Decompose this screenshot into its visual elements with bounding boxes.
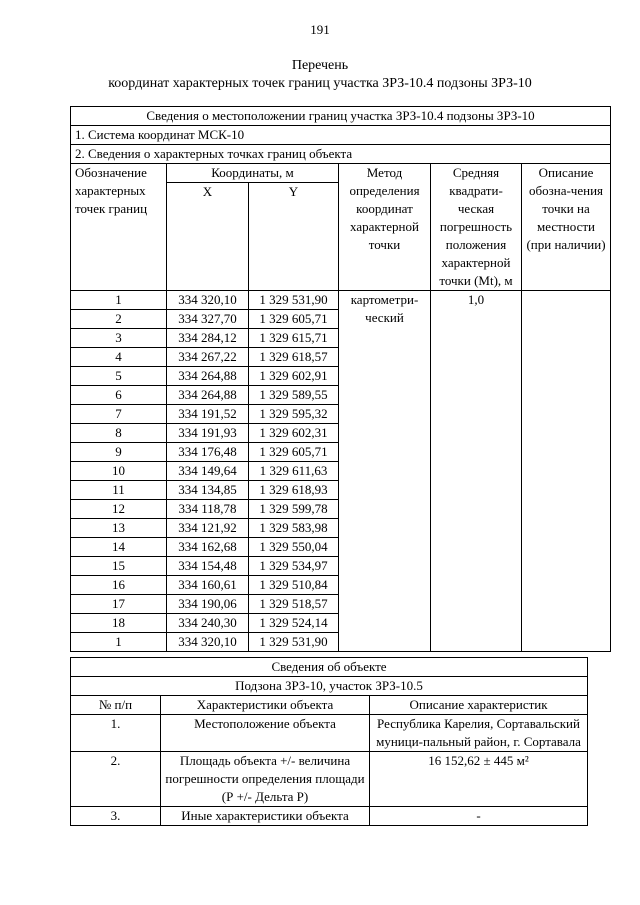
col-error-header: Средняя квадрати-ческая погрешность положения характерной точки (Mt), м	[431, 164, 522, 291]
coord-y: 1 329 534,97	[249, 557, 339, 576]
coord-y: 1 329 531,90	[249, 291, 339, 310]
point-number: 8	[71, 424, 167, 443]
coord-x: 334 190,06	[167, 595, 249, 614]
coord-y: 1 329 618,93	[249, 481, 339, 500]
method-cell: картометри-ческий	[339, 291, 431, 652]
title-line-1: Перечень	[291, 58, 349, 73]
coordinates-table	[70, 106, 611, 652]
point-number: 4	[71, 348, 167, 367]
characteristic-name: Иные характеристики объекта	[161, 807, 370, 826]
coord-x: 334 327,70	[167, 310, 249, 329]
coord-x: 334 134,85	[167, 481, 249, 500]
row-number: 1.	[71, 715, 161, 752]
coord-y: 1 329 595,32	[249, 405, 339, 424]
coord-x: 334 162,68	[167, 538, 249, 557]
coord-y: 1 329 599,78	[249, 500, 339, 519]
row-number: 3.	[71, 807, 161, 826]
coord-y: 1 329 611,63	[249, 462, 339, 481]
point-number: 9	[71, 443, 167, 462]
characteristic-description: 16 152,62 ± 445 м²	[370, 752, 588, 807]
col-desc-header: Описание характеристик	[370, 696, 588, 715]
coord-y: 1 329 524,14	[249, 614, 339, 633]
coordinate-system-row: 1. Система координат МСК-10	[71, 126, 611, 145]
description-cell	[522, 291, 611, 652]
coord-x: 334 154,48	[167, 557, 249, 576]
point-number: 1	[71, 633, 167, 652]
info-table-subheader: Подзона ЗРЗ-10, участок ЗРЗ-10.5	[71, 677, 588, 696]
coord-x: 334 191,52	[167, 405, 249, 424]
point-number: 13	[71, 519, 167, 538]
point-number: 15	[71, 557, 167, 576]
point-number: 5	[71, 367, 167, 386]
title-line-2: координат характерных точек границ участка ЗРЗ-10.4 подзоны ЗРЗ-10	[108, 76, 532, 91]
table-row	[71, 715, 588, 752]
point-number: 10	[71, 462, 167, 481]
coord-y: 1 329 550,04	[249, 538, 339, 557]
coord-y: 1 329 602,91	[249, 367, 339, 386]
point-number: 6	[71, 386, 167, 405]
point-number: 7	[71, 405, 167, 424]
coord-x: 334 149,64	[167, 462, 249, 481]
coord-y: 1 329 518,57	[249, 595, 339, 614]
coord-y: 1 329 615,71	[249, 329, 339, 348]
section-row: 2. Сведения о характерных точках границ объекта	[71, 145, 611, 164]
coord-x: 334 320,10	[167, 291, 249, 310]
col-char-header: Характеристики объекта	[161, 696, 370, 715]
point-number: 12	[71, 500, 167, 519]
point-number: 1	[71, 291, 167, 310]
col-num-header: № п/п	[71, 696, 161, 715]
coord-x: 334 160,61	[167, 576, 249, 595]
coord-x: 334 284,12	[167, 329, 249, 348]
table-row	[71, 807, 588, 826]
characteristic-description: -	[370, 807, 588, 826]
characteristic-name: Площадь объекта +/- величина погрешности определения площади (Р +/- Дельта Р)	[161, 752, 370, 807]
coords-table-header: Сведения о местоположении границ участка ЗРЗ-10.4 подзоны ЗРЗ-10	[71, 107, 611, 126]
point-number: 14	[71, 538, 167, 557]
coord-x: 334 267,22	[167, 348, 249, 367]
col-y-header: Y	[249, 183, 339, 291]
info-table-header: Сведения об объекте	[71, 658, 588, 677]
coord-x: 334 320,10	[167, 633, 249, 652]
coord-x: 334 121,92	[167, 519, 249, 538]
object-info-table	[70, 657, 588, 826]
table-row	[71, 752, 588, 807]
page-number: 191	[310, 22, 330, 37]
row-number: 2.	[71, 752, 161, 807]
point-number: 16	[71, 576, 167, 595]
point-number: 11	[71, 481, 167, 500]
point-number: 18	[71, 614, 167, 633]
document-title	[0, 57, 640, 93]
coord-y: 1 329 531,90	[249, 633, 339, 652]
point-number: 17	[71, 595, 167, 614]
coord-x: 334 240,30	[167, 614, 249, 633]
coord-y: 1 329 583,98	[249, 519, 339, 538]
coord-y: 1 329 589,55	[249, 386, 339, 405]
table-row	[71, 291, 611, 310]
col-point-header: Обозначение характерных точек границ	[71, 164, 167, 291]
error-cell: 1,0	[431, 291, 522, 652]
col-coords-header: Координаты, м	[167, 164, 339, 183]
point-number: 2	[71, 310, 167, 329]
coord-x: 334 118,78	[167, 500, 249, 519]
characteristic-description: Республика Карелия, Сортавальский муници-пальный район, г. Сортавала	[370, 715, 588, 752]
characteristic-name: Местоположение объекта	[161, 715, 370, 752]
coord-y: 1 329 602,31	[249, 424, 339, 443]
coord-x: 334 176,48	[167, 443, 249, 462]
coord-x: 334 264,88	[167, 386, 249, 405]
coord-x: 334 191,93	[167, 424, 249, 443]
coord-x: 334 264,88	[167, 367, 249, 386]
coord-y: 1 329 605,71	[249, 310, 339, 329]
point-number: 3	[71, 329, 167, 348]
coord-y: 1 329 510,84	[249, 576, 339, 595]
col-method-header: Метод определения координат характерной точки	[339, 164, 431, 291]
coord-y: 1 329 605,71	[249, 443, 339, 462]
col-x-header: X	[167, 183, 249, 291]
col-desc-header: Описание обозна-чения точки на местности (при наличии)	[522, 164, 611, 291]
coord-y: 1 329 618,57	[249, 348, 339, 367]
